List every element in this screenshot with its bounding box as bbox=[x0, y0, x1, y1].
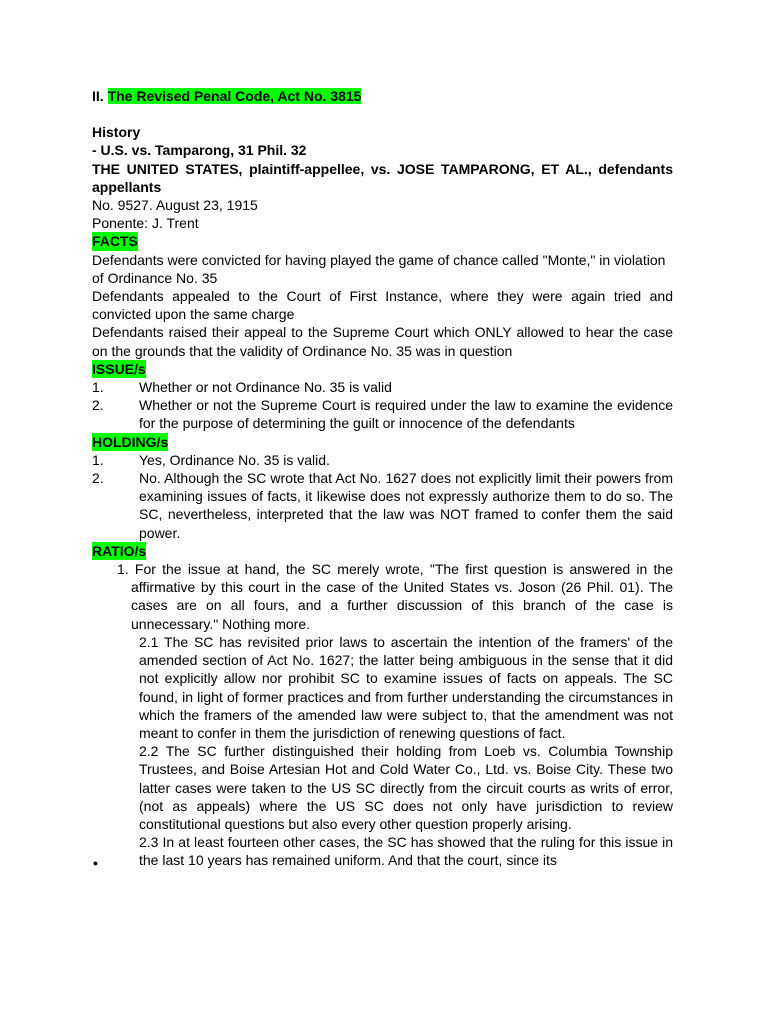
ratio-block: 2.3 In at least fourteen other cases, the SC has showed that the ruling for this issue in the last 10 years has remained uniform. And that the court, since its bbox=[139, 834, 673, 869]
facts-paragraph: Defendants were convicted for having played the game of chance called "Monte," in violation of Ordinance No. 35 bbox=[92, 251, 666, 286]
section-title-highlight: The Revised Penal Code, Act No. 3815 bbox=[107, 88, 362, 104]
facts-heading-label: FACTS bbox=[92, 233, 138, 250]
section-title-prefix: II. bbox=[92, 88, 108, 104]
issue-text: Whether or not Ordinance No. 35 is valid bbox=[139, 379, 392, 396]
facts-paragraph: Defendants raised their appeal to the Supreme Court which ONLY allowed to hear the case on the grounds that the validity of Ordinance No. 35 was in question bbox=[92, 324, 673, 359]
holding-number: 2. bbox=[92, 470, 104, 487]
section-title bbox=[92, 87, 673, 105]
document-content bbox=[92, 87, 673, 870]
holding-number: 1. bbox=[92, 451, 104, 468]
issue-item bbox=[92, 396, 673, 432]
issues-heading-label: ISSUE/s bbox=[92, 360, 146, 377]
ratio-heading bbox=[92, 542, 673, 560]
ratio-first bbox=[92, 560, 673, 633]
facts-paragraph: Defendants appealed to the Court of First Instance, where they were again tried and convicted upon the same charge bbox=[92, 288, 673, 323]
issue-number: 1. bbox=[92, 379, 104, 396]
holding-text: No. Although the SC wrote that Act No. 1627 does not explicitly limit their powers from examining issues of facts, it likewise does not expressly authorize them to do so. The SC, nevertheless, interpreted that the law was NOT framed to confer them the said power. bbox=[139, 470, 673, 541]
holding-text: Yes, Ordinance No. 35 is valid. bbox=[139, 451, 330, 468]
issues-heading bbox=[92, 360, 673, 378]
case-docket: No. 9527. August 23, 1915 bbox=[92, 197, 258, 214]
case-ponente: Ponente: J. Trent bbox=[92, 215, 199, 232]
case-parties: THE UNITED STATES, plaintiff-appellee, vs. JOSE TAMPARONG, ET AL., defendants appellants bbox=[92, 160, 673, 195]
issue-item bbox=[92, 378, 673, 396]
bullet-marker: • bbox=[93, 855, 98, 871]
issue-text: Whether or not the Supreme Court is required under the law to examine the evidence for the purpose of determining the guilt or innocence of the defendants bbox=[139, 397, 673, 432]
ratio-first-text: 1. For the issue at hand, the SC merely wrote, "The first question is answered in the affirmative by this court in the case of the United States vs. Joson (26 Phil. 01). The cases are on all fours, and a further discussion of this branch of the case is unnecessary." Nothing more. bbox=[117, 561, 673, 632]
holding-item bbox=[92, 451, 673, 469]
ratio-block: 2.2 The SC further distinguished their holding from Loeb vs. Columbia Township Trustees, and Boise Artesian Hot and Cold Water Co., Ltd. vs. Boise City. These two latter cases were taken to the US SC directly from the circuit courts as writs of error, (not as appeals) where the US SC does not only have jurisdiction to review constitutional questions but also every other question properly arising. bbox=[139, 743, 673, 832]
facts-heading bbox=[92, 232, 673, 250]
history-heading: History bbox=[92, 124, 141, 141]
case-reference: - U.S. vs. Tamparong, 31 Phil. 32 bbox=[92, 142, 307, 159]
holdings-heading bbox=[92, 433, 673, 451]
ratio-heading-label: RATIO/s bbox=[92, 542, 147, 559]
ratio-block: 2.1 The SC has revisited prior laws to ascertain the intention of the framers' of the amended section of Act No. 1627; the latter being ambiguous in the sense that it did not explicitly allow nor prohibit SC to examine issues of facts on appeals. The SC found, in light of former practices and from further understanding the circumstances in which the framers of the amended law were subject to, that the amendment was not meant to confer in them the jurisdiction of renewing questions of fact. bbox=[139, 633, 673, 741]
holding-item bbox=[92, 469, 673, 542]
holdings-heading-label: HOLDING/s bbox=[92, 433, 169, 450]
issue-number: 2. bbox=[92, 397, 104, 414]
